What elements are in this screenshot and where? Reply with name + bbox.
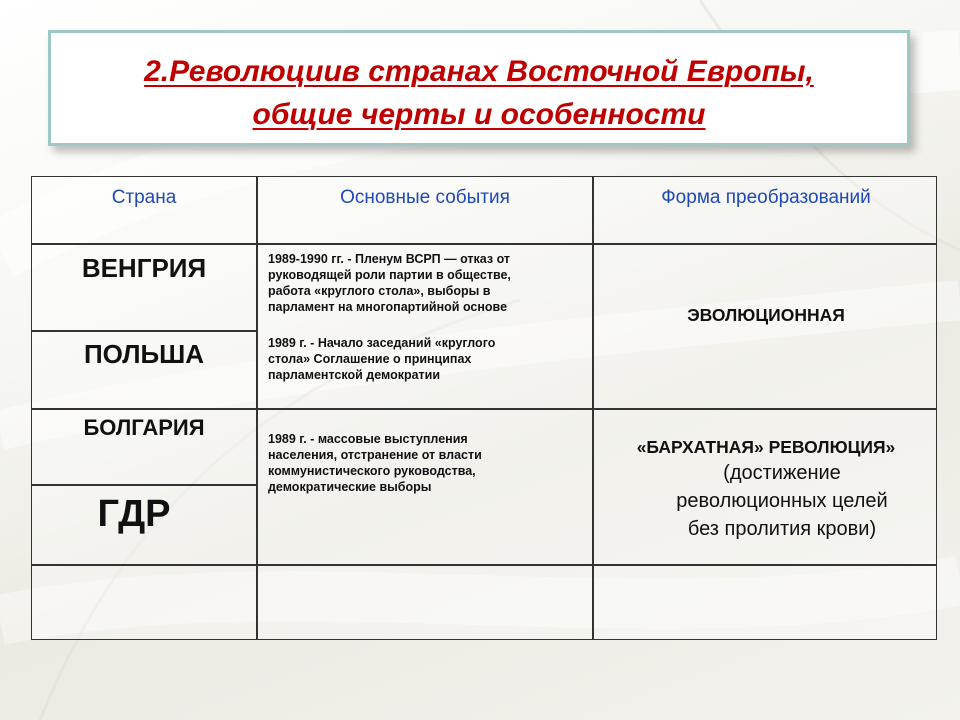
country-bulgaria: БОЛГАРИЯ <box>83 415 205 440</box>
country-poland: ПОЛЬША <box>83 339 205 369</box>
form-evolutionary: ЭВОЛЮЦИОННАЯ <box>687 305 845 325</box>
slide-title-line-1: 2.Революциив странах Восточной Европы, <box>144 55 814 88</box>
country-hungary: ВЕНГРИЯ <box>81 253 207 283</box>
events-hungary: 1989-1990 гг. - Пленум ВСРП — отказ от руководящей роли партии в обществе, работа «круглого стола», выборы в парламент на многопартийной основе <box>268 252 511 314</box>
events-poland: 1989 г. - Начало заседаний «круглого стола» Соглашение о принципах парламентской демократии <box>268 336 496 382</box>
header-form: Форма преобразований <box>661 187 871 208</box>
row-divider <box>32 330 256 332</box>
country-gdr: ГДР <box>97 493 171 535</box>
row-divider <box>32 484 256 486</box>
row-divider <box>32 243 936 245</box>
title-box <box>48 30 910 146</box>
header-country: Страна <box>111 187 177 208</box>
slide-title-line-2: общие черты и особенности <box>252 98 706 131</box>
form-velvet-description: (достижение революционных целей без пролития крови) <box>676 462 888 540</box>
row-divider <box>32 564 936 566</box>
events-bulgaria-gdr: 1989 г. - массовые выступления населения, отстранение от власти коммунистического руководства, демократические выборы <box>268 432 482 494</box>
revolutions-table <box>31 176 937 640</box>
row-divider <box>32 408 936 410</box>
form-velvet-title: «БАРХАТНАЯ» РЕВОЛЮЦИЯ» <box>636 437 896 457</box>
header-events: Основные события <box>340 187 510 208</box>
